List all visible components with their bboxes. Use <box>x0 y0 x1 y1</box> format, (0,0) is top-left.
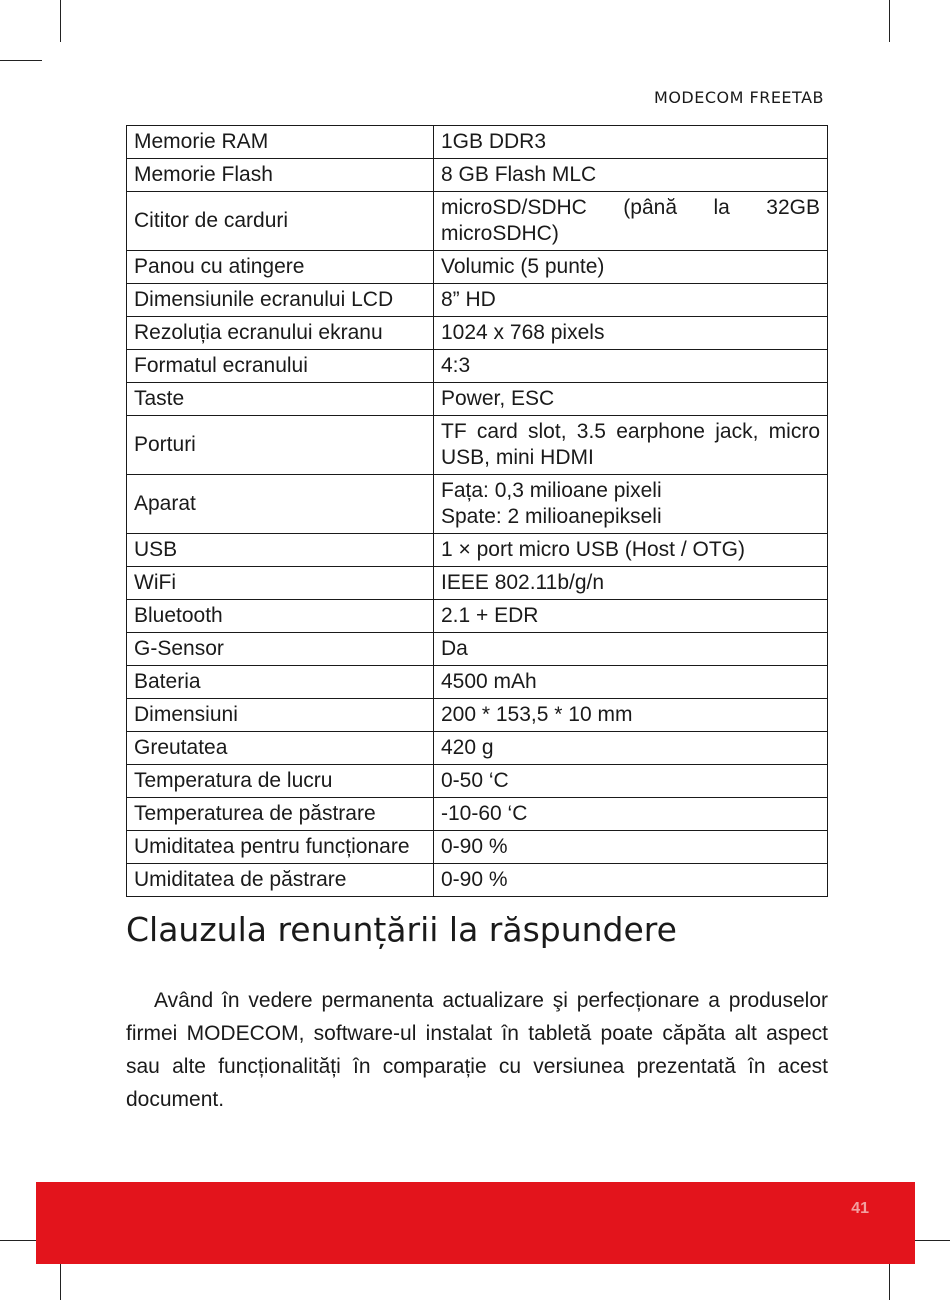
spec-value: Volumic (5 punte) <box>434 251 828 284</box>
table-row <box>127 567 828 600</box>
spec-value: 420 g <box>434 732 828 765</box>
spec-value: 200 * 153,5 * 10 mm <box>434 699 828 732</box>
spec-label: Formatul ecranului <box>127 350 434 383</box>
table-row <box>127 416 828 475</box>
disclaimer-paragraph <box>126 984 828 1116</box>
table-row <box>127 251 828 284</box>
spec-value: 8 GB Flash MLC <box>434 159 828 192</box>
spec-label: Bluetooth <box>127 600 434 633</box>
table-row <box>127 534 828 567</box>
spec-value: 0-90 % <box>434 864 828 897</box>
disclaimer-text: Având în vedere permanenta actualizare şi perfecționare a produselor firmei MODECOM, software-ul instalat în tabletă poate căpăta alt aspect sau alte funcționalități în comparație cu versiunea prezentată în acest document. <box>126 989 828 1111</box>
spec-label: G-Sensor <box>127 633 434 666</box>
spec-label: Aparat <box>127 475 434 534</box>
table-row <box>127 383 828 416</box>
table-row <box>127 798 828 831</box>
spec-label: Dimensiuni <box>127 699 434 732</box>
crop-mark <box>60 1258 61 1300</box>
table-row <box>127 699 828 732</box>
spec-label: Umiditatea pentru funcționare <box>127 831 434 864</box>
spec-label: Taste <box>127 383 434 416</box>
table-row <box>127 633 828 666</box>
table-row <box>127 864 828 897</box>
spec-label: Dimensiunile ecranului LCD <box>127 284 434 317</box>
spec-label: Greutatea <box>127 732 434 765</box>
spec-value: 8” HD <box>434 284 828 317</box>
table-row <box>127 317 828 350</box>
spec-value: TF card slot, 3.5 earphone jack, micro USB, mini HDMI <box>434 416 828 475</box>
table-row <box>127 831 828 864</box>
spec-value: Da <box>434 633 828 666</box>
spec-value: 4:3 <box>434 350 828 383</box>
crop-mark <box>889 1258 890 1300</box>
crop-mark <box>60 0 61 42</box>
spec-value: microSD/SDHC (până la 32GB microSDHC) <box>434 192 828 251</box>
spec-label: Rezoluția ecranului ekranu <box>127 317 434 350</box>
table-row <box>127 475 828 534</box>
spec-value: 1 × port micro USB (Host / OTG) <box>434 534 828 567</box>
spec-value <box>434 475 828 534</box>
spec-value: 0-50 ‘C <box>434 765 828 798</box>
footer-bar <box>36 1182 915 1264</box>
spec-value: 4500 mAh <box>434 666 828 699</box>
spec-label: USB <box>127 534 434 567</box>
spec-value: 1GB DDR3 <box>434 126 828 159</box>
spec-label: Umiditatea de păstrare <box>127 864 434 897</box>
spec-value: -10-60 ‘C <box>434 798 828 831</box>
spec-label: Bateria <box>127 666 434 699</box>
spec-label: Cititor de carduri <box>127 192 434 251</box>
table-row <box>127 600 828 633</box>
spec-value: Power, ESC <box>434 383 828 416</box>
spec-label: Temperatura de lucru <box>127 765 434 798</box>
table-row <box>127 732 828 765</box>
spec-label: Memorie Flash <box>127 159 434 192</box>
table-row <box>127 284 828 317</box>
table-row <box>127 126 828 159</box>
spec-value: 0-90 % <box>434 831 828 864</box>
spec-label: Panou cu atingere <box>127 251 434 284</box>
section-title: Clauzula renunțării la răspundere <box>126 910 677 949</box>
table-row <box>127 350 828 383</box>
spec-label: Temperaturea de păstrare <box>127 798 434 831</box>
spec-label: Porturi <box>127 416 434 475</box>
table-row <box>127 765 828 798</box>
table-row <box>127 192 828 251</box>
table-row <box>127 666 828 699</box>
spec-value: 1024 x 768 pixels <box>434 317 828 350</box>
spec-value: 2.1 + EDR <box>434 600 828 633</box>
spec-value: IEEE 802.11b/g/n <box>434 567 828 600</box>
page-header: MODECOM FREETAB <box>654 88 824 107</box>
spec-label: Memorie RAM <box>127 126 434 159</box>
specs-table <box>126 125 828 897</box>
spec-value-line: Spate: 2 milioanepikseli <box>441 505 662 528</box>
crop-mark <box>889 0 890 42</box>
table-row <box>127 159 828 192</box>
crop-mark <box>0 60 42 61</box>
spec-value-line: Fața: 0,3 milioane pixeli <box>441 479 662 502</box>
page-number: 41 <box>851 1200 869 1217</box>
spec-label: WiFi <box>127 567 434 600</box>
